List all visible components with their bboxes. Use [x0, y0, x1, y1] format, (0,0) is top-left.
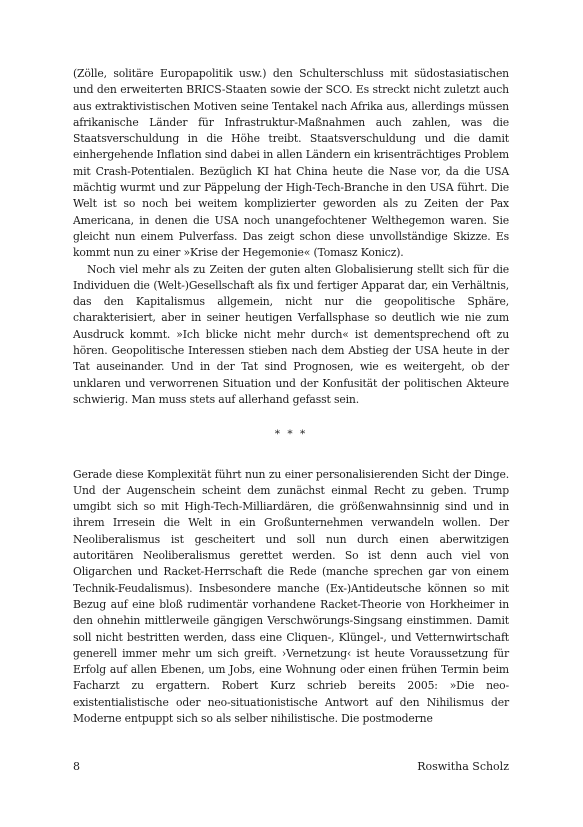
paragraph-3: Gerade diese Komplexität führt nun zu einer personalisierenden Sicht der Dinge. Und der Augenschein scheint dem zunächst einmal Recht zu geben. Trump umgibt sich so mit High-Tech-Milliardären, die größenwahnsinnig sind und in ihrem Irresein die Welt in ein Großunternehmen verwandeln wollen. Der Neoliberalismus ist gescheitert und soll nun durch einen aberwitzigen autoritären Neoliberalismus gerettet werden. So ist denn auch viel von Oligarchen und Racket-Herrschaft die Rede (manche sprechen gar von einem Technik-Feudalismus). Insbesondere manche (Ex-)Antideutsche können so mit Bezug auf eine bloß rudimentär vorhandene Racket-Theorie von Horkheimer in den ohnehin mittlerweile gängigen Verschwörungs-Singsang einstimmen. Damit soll nicht bestritten werden, dass eine Cliquen-, Klüngel-, und Vetternwirtschaft generell immer mehr um sich greift. ›Vernetzung‹ ist heute Voraussetzung für Erfolg auf allen Ebenen, um Jobs, eine Wohnung oder einen frühen Termin beim Facharzt zu ergattern. Robert Kurz schrieb bereits 2005: »Die neo-existentialistische oder neo-situationistische Antwort auf den Nihilismus der Moderne entpuppt sich so als selber nihilistische. Die postmoderne — [73, 467, 509, 725]
paragraph-1: (Zölle, solitäre Europapolitik usw.) den Schulterschluss mit südostasiatischen und den erweiterten BRICS-Staaten sowie der SCO. Es streckt nicht zuletzt auch aus extraktivistischen Motiven seine Tentakel nach Afrika aus, allerdings müssen afrikanische Länder für Infrastruktur-Maßnahmen auch zahlen, was die Staatsverschuldung in die Höhe treibt. Staatsverschuldung und die damit einhergehende Inflation sind dabei in allen Ländern ein krisenträchtiges Problem mit Crash-Potentialen. Bezüglich KI hat China heute die Nase vor, da die USA mächtig wurmt und zur Päppelung der High-Tech-Branche in den USA führt. Die Welt ist so noch bei weitem komplizierter geworden als zu Zeiten der Pax Americana, in denen die USA noch unangefochtener Welthegemon waren. Sie gleicht nun einem Pulverfass. Das zeigt schon diese unvollständige Skizze. Es kommt nun zu einer »Krise der Hegemonie« (Tomasz Konicz). — [73, 67, 509, 260]
body-text — [73, 66, 509, 727]
page-footer — [73, 760, 509, 773]
section-separator: * * * — [274, 428, 308, 441]
paragraph-2: Noch viel mehr als zu Zeiten der guten alten Globalisierung stellt sich für die Individuen die (Welt-)Gesellschaft als fix und fertiger Apparat dar, ein Verhältnis, das den Kapitalismus allgemein, nicht nur die geopolitische Sphäre, charakterisiert, aber in seiner heutigen Verfallsphase so deutlich wie nie zum Ausdruck kommt. »Ich blicke nicht mehr durch« ist dementsprechend oft zu hören. Geopolitische Interessen stieben nach dem Abstieg der USA heute in der Tat auseinander. Und in der Tat sind Prognosen, wie es weitergeht, ob der unklaren und verworrenen Situation und der Konfusität der politischen Akteure schwierig. Man muss stets auf allerhand gefasst sein. — [73, 262, 509, 406]
author-name: Roswitha Scholz — [417, 760, 509, 773]
page-number: 8 — [73, 760, 80, 773]
